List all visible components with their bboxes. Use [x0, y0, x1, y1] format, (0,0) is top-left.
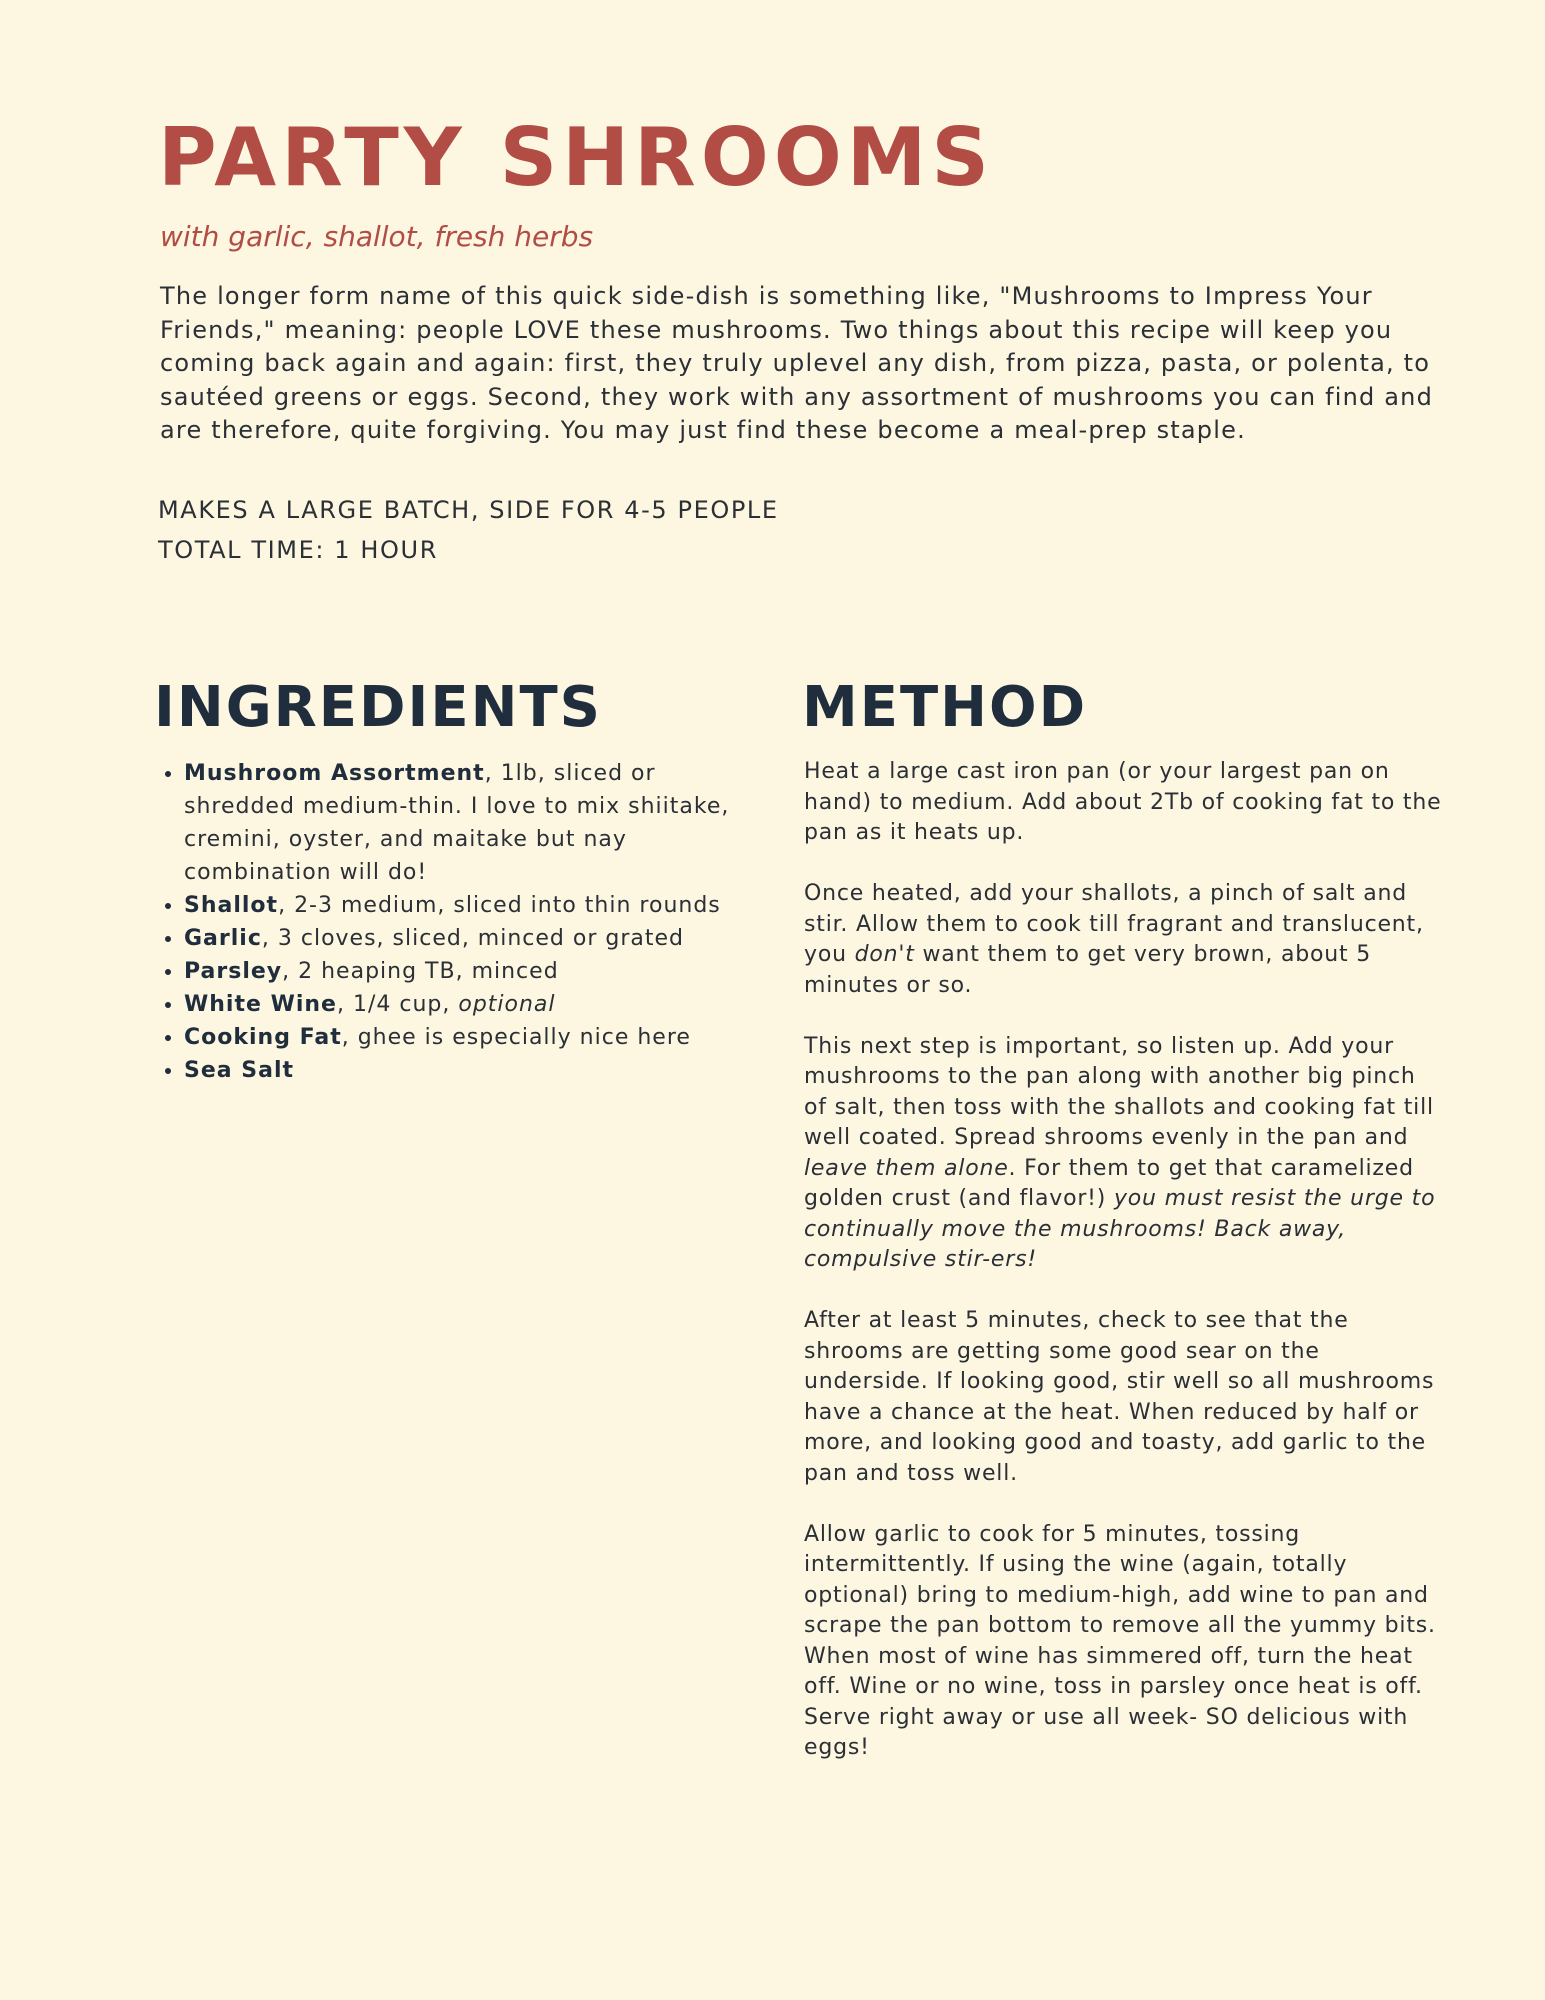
step-text: Once heated, add your shallots, a pinch of salt and stir. Allow them to cook till fragrant and translucent, you: [804, 881, 1424, 967]
step-emphasis: you must resist the urge to continually move the mushrooms! Back away, compulsive stir-ers!: [804, 1186, 1436, 1272]
total-time-text: TOTAL TIME: 1 HOUR: [158, 536, 438, 564]
method-step-2: [804, 879, 1444, 1001]
ingredient-item: [184, 1021, 764, 1054]
ingredient-item: [184, 1054, 764, 1087]
ingredient-item: [184, 922, 764, 955]
ingredient-name: Mushroom Assortment: [184, 761, 485, 786]
method-heading: METHOD: [802, 675, 1088, 740]
ingredient-item: [184, 889, 764, 922]
method-step-1: Heat a large cast iron pan (or your largest pan on hand) to medium. Add about 2Tb of cooking fat to the pan as it heats up.: [804, 759, 1442, 845]
ingredient-name: Cooking Fat: [184, 1025, 342, 1050]
ingredient-name: Garlic: [184, 926, 262, 951]
yield-text: MAKES A LARGE BATCH, SIDE FOR 4-5 PEOPLE: [158, 496, 779, 524]
step-text: This next step is important, so listen up. Add your mushrooms to the pan along with another big pinch of salt, then toss with the shallots and cooking fat till well coated. Spread shrooms evenly in the pan and: [804, 1033, 1434, 1150]
method-step-3: [804, 1032, 1444, 1276]
step-emphasis: leave them alone: [804, 1155, 1009, 1181]
ingredient-name: Shallot: [184, 893, 279, 918]
recipe-title: PARTY SHROOMS: [158, 111, 994, 204]
ingredient-detail: , 1lb, sliced or shredded medium-thin. I love to mix shiitake, cremini, oyster, and maitake but nay combination will do!: [184, 761, 730, 885]
recipe-subtitle: with garlic, shallot, fresh herbs: [160, 220, 594, 253]
step-text: . For them to get that caramelized golden crust (and flavor!): [804, 1155, 1414, 1211]
ingredient-detail: , 1/4 cup,: [336, 992, 459, 1017]
step-emphasis: don't: [854, 942, 915, 967]
ingredient-item: [184, 988, 764, 1021]
ingredient-detail: , 3 cloves, sliced, minced or grated: [261, 926, 684, 951]
method-step-5: Allow garlic to cook for 5 minutes, tossing intermittently. If using the wine (again, totally optional) bring to medium-high, add wine to pan and scrape the pan bottom to remove all the yummy bits. When most of wine has simmered off, turn the heat off. Wine or no wine, toss in parsley once heat is off. Serve right away or use all week- SO delicious with eggs!: [804, 1521, 1436, 1760]
ingredients-list: [160, 757, 764, 1087]
ingredient-name: Sea Salt: [184, 1058, 295, 1083]
method-steps: [804, 757, 1444, 1794]
ingredients-heading: INGREDIENTS: [154, 675, 603, 740]
step-text: want them to get very brown, about 5 minutes or so.: [804, 942, 1372, 998]
ingredient-detail: , ghee is especially nice here: [341, 1025, 691, 1050]
ingredient-emphasis: optional: [458, 992, 556, 1017]
ingredient-item: [184, 757, 764, 889]
ingredient-name: White Wine: [184, 992, 337, 1017]
recipe-intro: The longer form name of this quick side-dish is something like, "Mushrooms to Impress Your Friends," meaning: people LOVE these mushrooms. Two things about this recipe will keep you coming back again and again: first, they truly uplevel any dish, from pizza, pasta, or polenta, to sautéed greens or eggs. Second, they work with any assortment of mushrooms you can find and are therefore, quite forgiving. You may just find these become a meal-prep staple.: [160, 282, 1434, 444]
ingredient-item: [184, 955, 764, 988]
method-step-4: After at least 5 minutes, check to see that the shrooms are getting some good sear on the underside. If looking good, stir well so all mushrooms have a chance at the heat. When reduced by half or more, and looking good and toasty, add garlic to the pan and toss well.: [804, 1308, 1435, 1486]
ingredient-name: Parsley: [184, 959, 283, 984]
ingredient-detail: , 2 heaping TB, minced: [282, 959, 559, 984]
ingredient-detail: , 2-3 medium, sliced into thin rounds: [278, 893, 721, 918]
recipe-meta: [158, 490, 779, 570]
